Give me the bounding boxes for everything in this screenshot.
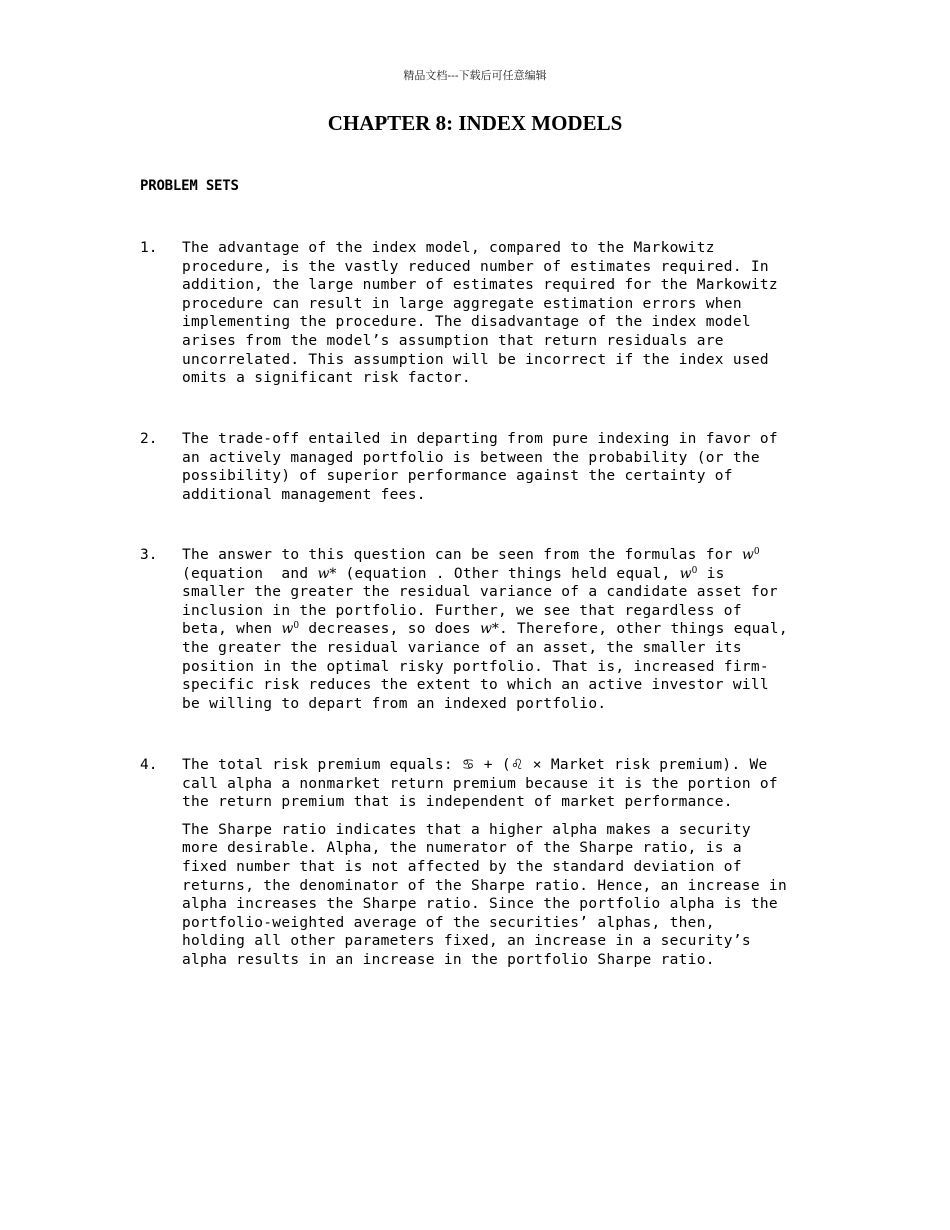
text-line: arises from the model’s assumption that return residuals are bbox=[182, 332, 724, 349]
problem-body bbox=[182, 756, 842, 970]
w-zero-symbol: w bbox=[281, 621, 294, 638]
beta-symbol: ♌ bbox=[510, 757, 524, 773]
w-star-symbol: w* bbox=[317, 565, 337, 582]
text-line: implementing the procedure. The disadvantage of the index model bbox=[182, 314, 751, 331]
text-line: addition, the large number of estimates required for the Markowitz bbox=[182, 277, 778, 294]
problem-number: 2. bbox=[140, 431, 158, 447]
text-line: call alpha a nonmarket return premium because it is the portion of bbox=[182, 775, 778, 792]
text-line: an actively managed portfolio is between the probability (or the bbox=[182, 449, 760, 466]
w-star-symbol: w* bbox=[479, 621, 499, 638]
problem-number: 1. bbox=[140, 240, 158, 256]
problem-body bbox=[182, 546, 842, 713]
text-line: fixed number that is not affected by the standard deviation of bbox=[182, 858, 742, 875]
section-heading: PROBLEM SETS bbox=[140, 178, 239, 194]
problem-number: 3. bbox=[140, 547, 158, 563]
text-line: The Sharpe ratio indicates that a higher alpha makes a security bbox=[182, 821, 751, 838]
text-line: The answer to this question can be seen from the formulas for $w^0$ bbox=[182, 547, 760, 563]
text-line: portfolio-weighted average of the securities’ alphas, then, bbox=[182, 914, 715, 931]
text-line: inclusion in the portfolio. Further, we see that regardless of bbox=[182, 602, 742, 619]
text-line: The total risk premium equals: ♋ + (♌ × Market risk premium). We bbox=[182, 757, 768, 773]
text-line: holding all other parameters fixed, an increase in a security’s bbox=[182, 933, 751, 950]
w-zero-symbol: w bbox=[741, 547, 754, 563]
text-line: be willing to depart from an indexed portfolio. bbox=[182, 695, 607, 712]
text-line: possibility) of superior performance against the certainty of bbox=[182, 468, 733, 485]
text-line: the return premium that is independent of market performance. bbox=[182, 794, 733, 811]
paragraph bbox=[182, 821, 842, 970]
text-line: (equation and w* (equation . Other things held equal, $w^0$ is bbox=[182, 565, 725, 582]
w-zero-symbol: w bbox=[679, 565, 692, 582]
text-line: uncorrelated. This assumption will be incorrect if the index used bbox=[182, 351, 769, 368]
text-line: the greater the residual variance of an asset, the smaller its bbox=[182, 639, 742, 656]
text-line: alpha increases the Sharpe ratio. Since the portfolio alpha is the bbox=[182, 896, 778, 913]
text-line: smaller the greater the residual variance of a candidate asset for bbox=[182, 584, 778, 601]
text-line: position in the optimal risky portfolio. That is, increased firm- bbox=[182, 658, 769, 675]
text-line: additional management fees. bbox=[182, 486, 426, 503]
text-line: The advantage of the index model, compared to the Markowitz bbox=[182, 240, 715, 256]
text-line: procedure can result in large aggregate estimation errors when bbox=[182, 295, 742, 312]
text-line: returns, the denominator of the Sharpe ratio. Hence, an increase in bbox=[182, 877, 787, 894]
problem-body bbox=[182, 239, 842, 388]
chapter-title: CHAPTER 8: INDEX MODELS bbox=[327, 111, 623, 135]
problem-body bbox=[182, 430, 842, 504]
text-line: The trade-off entailed in departing from pure indexing in favor of bbox=[182, 431, 778, 447]
alpha-symbol: ♋ bbox=[461, 757, 475, 773]
text-line: more desirable. Alpha, the numerator of the Sharpe ratio, is a bbox=[182, 840, 742, 857]
text-line: alpha results in an increase in the portfolio Sharpe ratio. bbox=[182, 951, 715, 968]
text-line: specific risk reduces the extent to which an active investor will bbox=[182, 677, 769, 694]
header-note: 精品文档---下载后可任意编辑 bbox=[403, 69, 547, 82]
text-line: omits a significant risk factor. bbox=[182, 370, 471, 387]
problem-number: 4. bbox=[140, 757, 158, 773]
text-line: procedure, is the vastly reduced number of estimates required. In bbox=[182, 258, 769, 275]
text-line: beta, when $w^0$ decreases, so does w*. Therefore, other things equal, bbox=[182, 621, 788, 638]
